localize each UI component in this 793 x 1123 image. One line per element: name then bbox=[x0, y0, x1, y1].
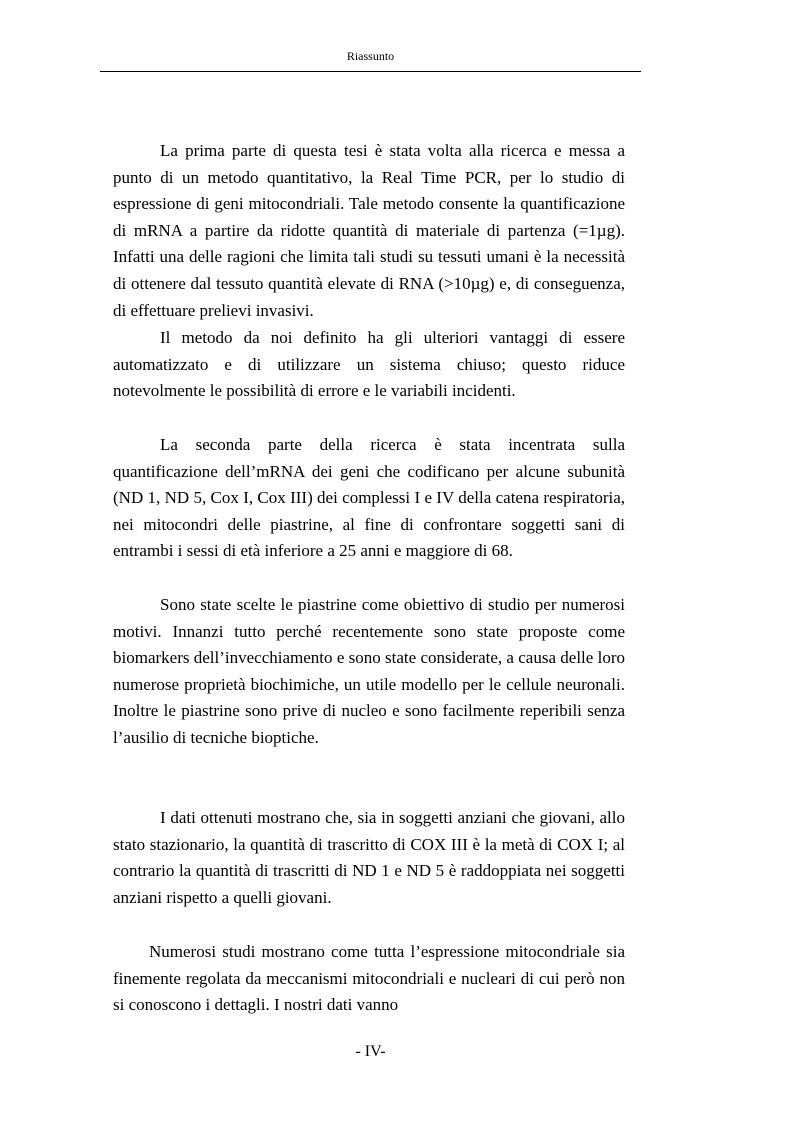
paragraph-second-part: La seconda parte della ricerca è stata incentrata sulla quantificazione dell’mRNA dei geni che codificano per alcune subunità (ND 1, ND 5, Cox I, Cox III) dei complessi I e IV della catena respiratoria, nei mitocondri delle piastrine, al fine di confrontare soggetti sani di entrambi i sessi di età inferiore a 25 anni e maggiore di 68. bbox=[113, 435, 625, 561]
page-number: - IV- bbox=[355, 1043, 386, 1060]
paragraph-method-intro: La prima parte di questa tesi è stata volta alla ricerca e messa a punto di un metodo quantitativo, la Real Time PCR, per lo studio di espressione di geni mitocondriali. Tale metodo consente la quantificazione di mRNA a partire da ridotte quantità di materiale di partenza (=1µg). Infatti una delle ragioni che limita tali studi su tessuti umani è la necessità di ottenere dal tessuto quantità elevate di RNA (>10µg) e, di conseguenza, di effettuare prelievi invasivi. bbox=[113, 141, 625, 320]
running-header: Riassunto bbox=[346, 49, 395, 63]
header-divider bbox=[100, 71, 641, 72]
paragraph-platelets: Sono state scelte le piastrine come obiettivo di studio per numerosi motivi. Innanzi tutto perché recentemente sono state proposte come biomarkers dell’invecchiamento e sono state considerate, a causa delle loro numerose proprietà biochimiche, un utile modello per le cellule neuronali. Inoltre le piastrine sono prive di nucleo e sono facilmente reperibili senza l’ausilio di tecniche bioptiche. bbox=[113, 595, 625, 747]
paragraph-method-advantages: Il metodo da noi definito ha gli ulteriori vantaggi di essere automatizzato e di utilizzare un sistema chiuso; questo riduce notevolmente le possibilità di errore e le variabili incidenti. bbox=[113, 328, 625, 401]
paragraph-discussion: Numerosi studi mostrano come tutta l’espressione mitocondriale sia finemente regolata da meccanismi mitocondriali e nucleari di cui però non si conoscono i dettagli. I nostri dati vanno bbox=[113, 942, 625, 1015]
paragraph-results: I dati ottenuti mostrano che, sia in soggetti anziani che giovani, allo stato stazionario, la quantità di trascritto di COX III è la metà di COX I; al contrario la quantità di trascritti di ND 1 e ND 5 è raddoppiata nei soggetti anziani rispetto a quelli giovani. bbox=[113, 808, 625, 907]
